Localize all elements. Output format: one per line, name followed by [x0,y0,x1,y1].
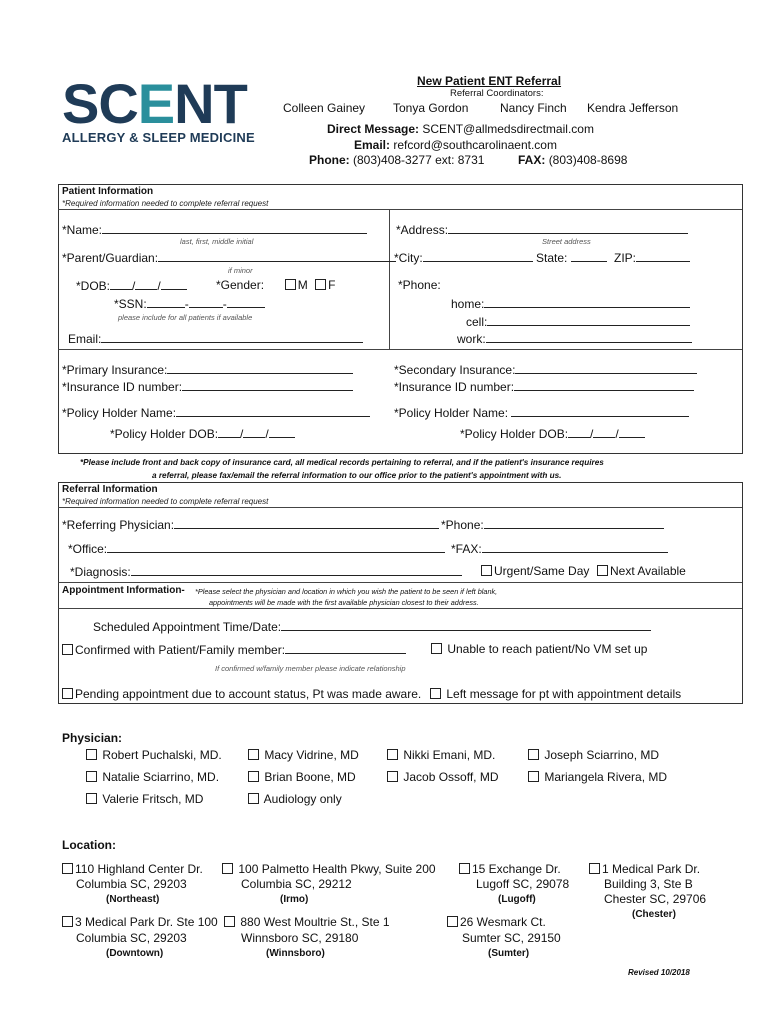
logo-main-text: SCENT [62,72,247,135]
location-area: (Lugoff) [498,894,536,905]
location-checkbox[interactable] [589,863,600,874]
insurance-id-field[interactable]: *Insurance ID number: [62,379,353,394]
left-message-checkbox[interactable] [430,688,441,699]
location-checkbox[interactable] [459,863,470,874]
location-option[interactable]: 110 Highland Center Dr. [62,862,203,876]
coordinator-name: Tonya Gordon [393,101,469,115]
physician-option[interactable]: Nikki Emani, MD. [387,748,495,762]
phone-line: Phone: (803)408-3277 ext: 8731 [309,153,485,167]
location-area: (Chester) [632,909,676,920]
location-address: Winnsboro SC, 29180 [241,931,359,945]
physician-option[interactable]: Robert Puchalski, MD. [86,748,222,762]
location-checkbox[interactable] [447,916,458,927]
confirmed-hint: If confirmed w/family member please indicate relationship [215,664,406,673]
location-area: (Irmo) [280,894,309,905]
location-option[interactable]: 100 Palmetto Health Pkwy, Suite 200 [222,862,436,876]
pending-option[interactable]: Pending appointment due to account status, Pt was made aware. [62,687,421,701]
patient-info-title: Patient Information [62,186,154,197]
physician-checkbox[interactable] [248,749,259,760]
policy-holder-name-field[interactable]: *Policy Holder Name: [62,405,370,420]
unable-checkbox[interactable] [431,643,442,654]
dob-field[interactable]: *DOB: / / [76,278,187,293]
physician-checkbox[interactable] [248,793,259,804]
location-address: Columbia SC, 29203 [76,877,187,891]
email-line: Email: refcord@southcarolinaent.com [354,138,557,152]
physician-checkbox[interactable] [528,771,539,782]
policy-holder-dob-2-field[interactable]: *Policy Holder DOB: / / [460,426,645,441]
location-address: Columbia SC, 29203 [76,931,187,945]
logo-subtitle: ALLERGY & SLEEP MEDICINE [62,130,255,145]
gender-f-checkbox[interactable] [315,279,326,290]
appointment-info-title: Appointment Information- [62,585,185,596]
form-title: New Patient ENT Referral [417,74,562,88]
referral-required-note: *Required information needed to complete referral request [62,497,269,506]
location-area: (Sumter) [488,948,530,959]
state-field[interactable]: State: [536,250,607,265]
physician-checkbox[interactable] [387,771,398,782]
zip-field[interactable]: ZIP: [614,250,690,265]
location-area: (Northeast) [106,894,160,905]
physician-checkbox[interactable] [86,771,97,782]
address-field[interactable]: *Address: [396,222,688,237]
physician-title: Physician: [62,731,123,745]
address-hint: Street address [542,237,591,246]
location-option[interactable]: 26 Wesmark Ct. [447,915,546,929]
phone-label: *Phone: [398,278,441,292]
insurance-id-2-field[interactable]: *Insurance ID number: [394,379,694,394]
coordinator-name: Kendra Jefferson [587,101,679,115]
urgent-option[interactable]: Urgent/Same Day [481,564,589,578]
name-field[interactable]: *Name: [62,222,367,237]
location-checkbox[interactable] [222,863,233,874]
referral-fax-field[interactable]: *FAX: [451,541,668,556]
location-address: Building 3, Ste B [604,877,693,891]
secondary-insurance-field[interactable]: *Secondary Insurance: [394,362,697,377]
location-option[interactable]: 3 Medical Park Dr. Ste 100 [62,915,218,929]
office-field[interactable]: *Office: [68,541,445,556]
confirmed-option[interactable]: Confirmed with Patient/Family member: [62,642,406,657]
logo [62,72,255,145]
coordinator-name: Colleen Gainey [283,101,366,115]
fax-line: FAX: (803)408-8698 [518,153,628,167]
home-phone-field[interactable]: home: [451,296,690,311]
location-option[interactable]: 880 West Moultrie St., Ste 1 [224,915,390,929]
physician-option[interactable]: Natalie Sciarrino, MD. [86,770,219,784]
pending-checkbox[interactable] [62,688,73,699]
name-hint: last, first, middle initial [180,237,254,246]
appointment-note: *Please select the physician and location in which you wish the patient to be seen if left blank, [195,587,498,596]
location-option[interactable]: 15 Exchange Dr. [459,862,561,876]
location-address: Columbia SC, 29212 [241,877,352,891]
physician-checkbox[interactable] [248,771,259,782]
insurance-note-2: a referral, please fax/email the referral information to our office prior to the patient's appointment with us. [152,471,562,480]
location-address: Sumter SC, 29150 [462,931,561,945]
next-available-checkbox[interactable] [597,565,608,576]
location-area: (Winnsboro) [266,948,325,959]
insurance-note: *Please include front and back copy of insurance card, all medical records pertaining to referral, and if the patient's insurance requires [80,458,604,467]
patient-required-note: *Required information needed to complete referral request [62,199,269,208]
location-address: Lugoff SC, 29078 [476,877,570,891]
confirmed-checkbox[interactable] [62,644,73,655]
revised-date: Revised 10/2018 [628,968,690,977]
physician-option[interactable]: Brian Boone, MD [248,770,356,784]
coordinator-name: Nancy Finch [500,101,567,115]
left-message-option[interactable]: Left message for pt with appointment details [430,687,681,701]
location-checkbox[interactable] [224,916,235,927]
gender-m-checkbox[interactable] [285,279,296,290]
urgent-checkbox[interactable] [481,565,492,576]
next-available-option[interactable]: Next Available [597,564,686,578]
coordinators-label: Referral Coordinators: [450,88,544,99]
location-checkbox[interactable] [62,863,73,874]
location-area: (Downtown) [106,948,164,959]
location-checkbox[interactable] [62,916,73,927]
physician-option[interactable]: Macy Vidrine, MD [248,748,359,762]
policy-holder-dob-field[interactable]: *Policy Holder DOB: / / [110,426,295,441]
cell-phone-field[interactable]: cell: [466,314,690,329]
physician-checkbox[interactable] [528,749,539,760]
gender-field: *Gender: M F [216,278,336,292]
physician-option[interactable]: Joseph Sciarrino, MD [528,748,659,762]
location-option[interactable]: 1 Medical Park Dr. [589,862,700,876]
physician-option[interactable]: Audiology only [248,792,342,806]
physician-option[interactable]: Mariangela Rivera, MD [528,770,667,784]
referral-info-title: Referral Information [62,484,158,495]
referral-phone-field[interactable]: *Phone: [441,517,664,532]
unable-option[interactable]: Unable to reach patient/No VM set up [431,642,647,656]
primary-insurance-field[interactable]: *Primary Insurance: [62,362,353,377]
location-address-line3: Chester SC, 29706 [604,892,707,906]
physician-checkbox[interactable] [86,749,97,760]
ssn-field[interactable]: *SSN: - - [114,296,265,311]
appointment-note-2: appointments will be made with the first available physician closest to their address. [209,598,479,607]
physician-option[interactable]: Valerie Fritsch, MD [86,792,203,806]
physician-checkbox[interactable] [86,793,97,804]
work-phone-field[interactable]: work: [457,331,692,346]
referring-physician-field[interactable]: *Referring Physician: [62,517,439,532]
parent-hint: if minor [228,266,253,275]
diagnosis-field[interactable]: *Diagnosis: [70,564,462,579]
policy-holder-name-2-field[interactable]: *Policy Holder Name: [394,405,689,420]
ssn-hint: please include for all patients if available [118,313,253,322]
email-field[interactable]: Email: [68,331,363,346]
city-field[interactable]: *City: [394,250,533,265]
scheduled-date-field[interactable]: Scheduled Appointment Time/Date: [93,619,651,634]
physician-checkbox[interactable] [387,749,398,760]
direct-message-line: Direct Message: SCENT@allmedsdirectmail.com [327,122,594,136]
location-title: Location: [62,838,116,852]
parent-guardian-field[interactable]: *Parent/Guardian: [62,250,396,265]
physician-option[interactable]: Jacob Ossoff, MD [387,770,499,784]
